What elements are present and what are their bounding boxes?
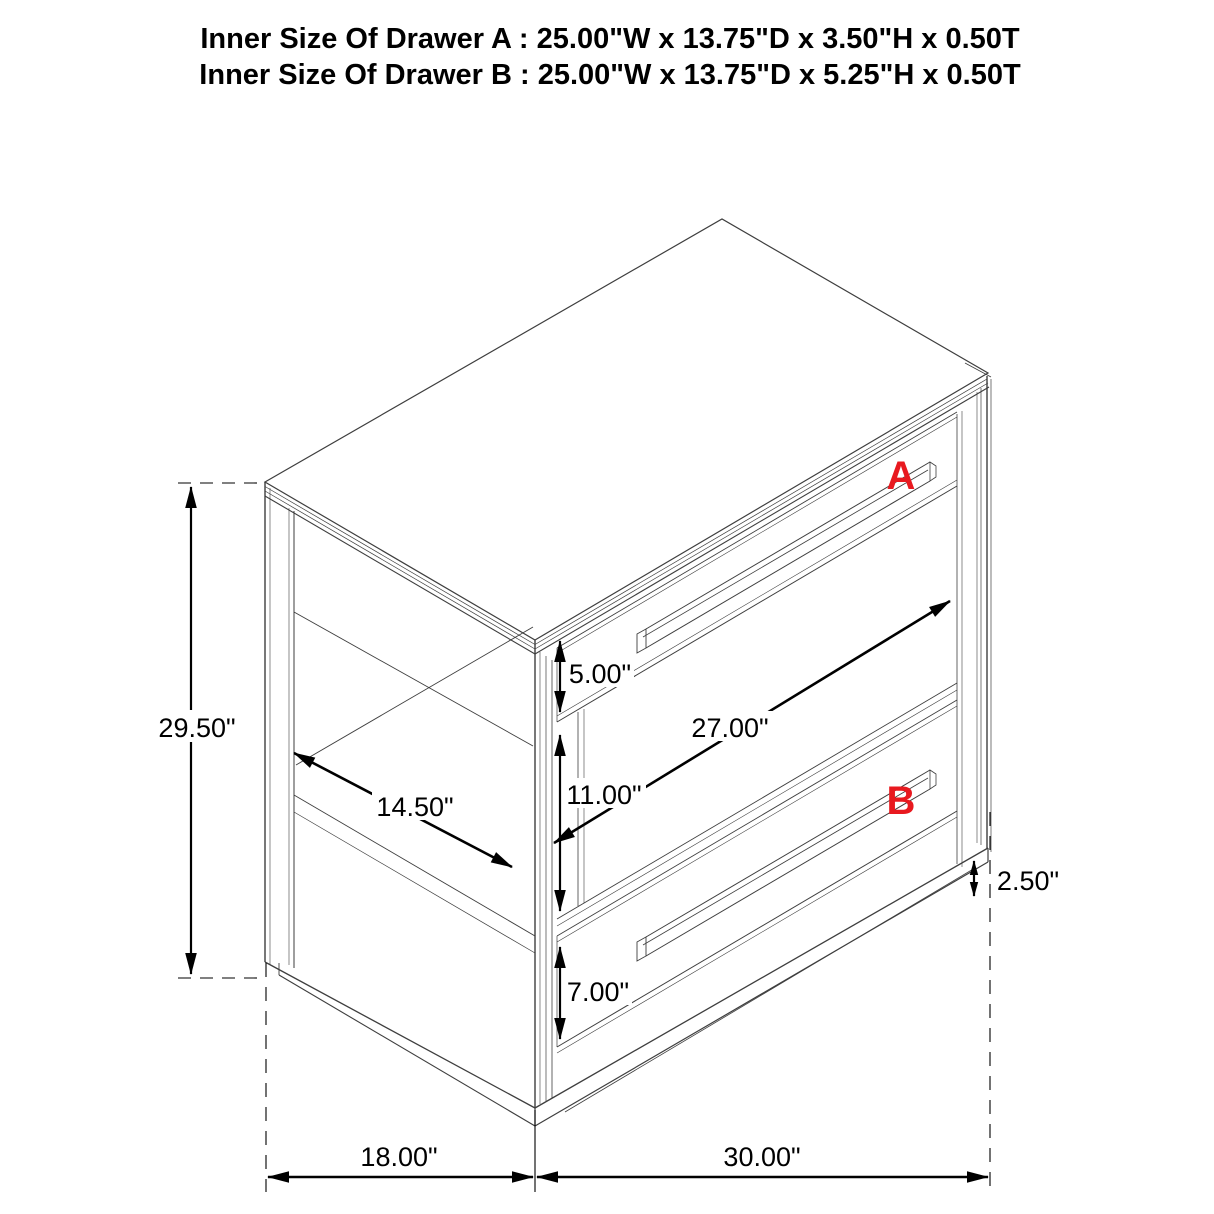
drawer-a-front-height-label: 5.00" bbox=[568, 659, 632, 689]
overall-width-label: 30.00" bbox=[723, 1142, 801, 1172]
dimension-overall-height bbox=[156, 483, 263, 978]
right-edge bbox=[977, 376, 991, 852]
dimension-overall-width bbox=[537, 1142, 988, 1177]
drawer-b-letter: B bbox=[886, 779, 916, 823]
title-drawer-b-size: Inner Size Of Drawer B : 25.00"W x 13.75"D x 5.25"H x 0.50T bbox=[199, 59, 1021, 91]
front-left-corner bbox=[535, 640, 552, 1108]
overall-height-label: 29.50" bbox=[158, 713, 236, 743]
title-block bbox=[199, 23, 1021, 91]
face-frame-right-stile bbox=[957, 411, 962, 867]
dimension-overall-depth bbox=[268, 1142, 533, 1177]
overall-depth-label: 18.00" bbox=[360, 1142, 438, 1172]
shelf-interior-width-label: 27.00" bbox=[691, 713, 769, 743]
dimension-drawer-b-front bbox=[560, 947, 632, 1039]
drawer-a-letter: A bbox=[886, 454, 916, 498]
shelf-depth-label: 14.50" bbox=[376, 792, 454, 822]
title-drawer-a-size: Inner Size Of Drawer A : 25.00"W x 13.75"D x 3.50"H x 0.50T bbox=[200, 23, 1020, 55]
top-surface bbox=[265, 219, 991, 654]
dimension-drawer-a-front bbox=[560, 641, 634, 712]
drawer-b-front-height-label: 7.00" bbox=[566, 977, 630, 1007]
base-height-label: 2.50" bbox=[996, 866, 1060, 896]
dimension-shelf-depth bbox=[294, 753, 512, 867]
base-plinth bbox=[279, 848, 988, 1126]
dimension-shelf-opening-height bbox=[560, 735, 646, 911]
dimension-base-height bbox=[974, 861, 1059, 896]
shelf-opening-height-label: 11.00" bbox=[566, 780, 642, 810]
